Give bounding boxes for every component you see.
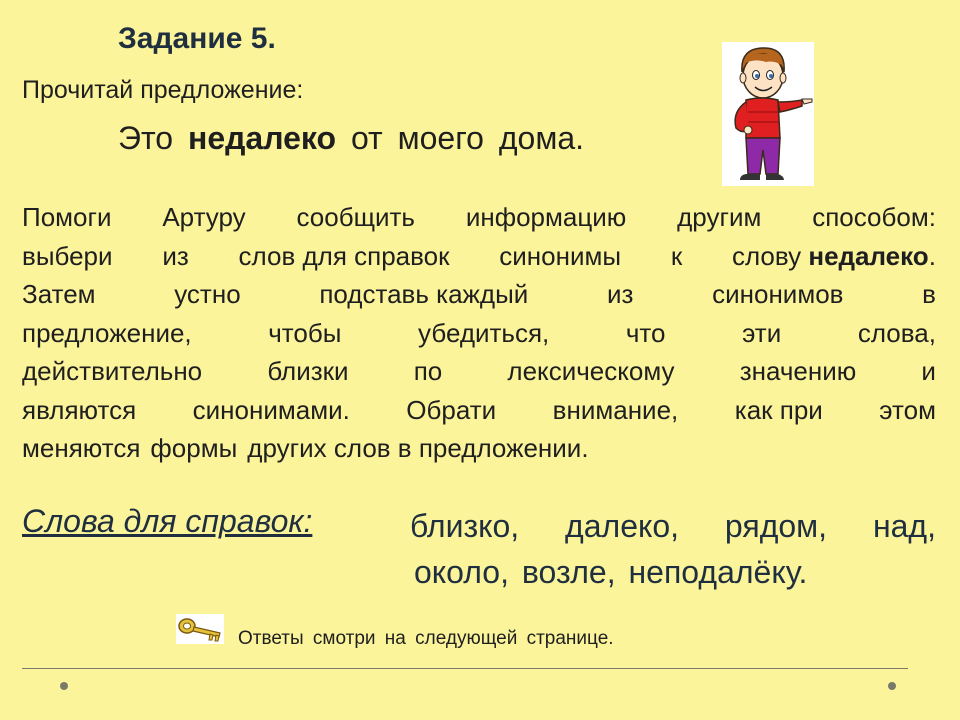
task-title: Задание 5. (118, 22, 276, 55)
reference-words (410, 503, 936, 595)
task-prompt: Прочитай предложение: (22, 76, 304, 104)
footer-dot-left (60, 682, 68, 690)
instruction-line: действительно близки по лексическому значению и (22, 356, 936, 386)
reference-words-line: близко, далеко, рядом, над, (410, 508, 936, 544)
instruction-line: меняются формы других слов в предложении. (22, 433, 589, 463)
boy-pointing-illustration (722, 42, 814, 186)
instruction-line: выбери из слов для справок синонимы к слову недалеко. (22, 240, 936, 271)
instruction-line: Помоги Артуру сообщить информацию другим способом: (22, 202, 936, 232)
instruction-line: являются синонимами. Обрати внимание, как при этом (22, 394, 936, 425)
sentence-key-word: недалеко (187, 120, 337, 156)
example-sentence (118, 120, 584, 157)
footer-dot-right (888, 682, 896, 690)
instruction-line: Затем устно подставь каждый из синонимов в (22, 279, 936, 309)
key-icon[interactable] (176, 614, 224, 644)
instruction-key-word: недалеко (808, 240, 929, 271)
reference-words-label: Слова для справок: (22, 503, 313, 539)
reference-words-line: около, возле, неподалёку. (414, 554, 808, 590)
footer-divider (22, 668, 908, 669)
sentence-end: от моего дома. (336, 120, 584, 156)
sentence-start: Это (118, 120, 188, 156)
instruction-text (22, 198, 936, 468)
answers-note: Ответы смотри на следующей странице. (238, 628, 614, 649)
instruction-line: предложение, чтобы убедиться, что эти слова, (22, 317, 936, 348)
